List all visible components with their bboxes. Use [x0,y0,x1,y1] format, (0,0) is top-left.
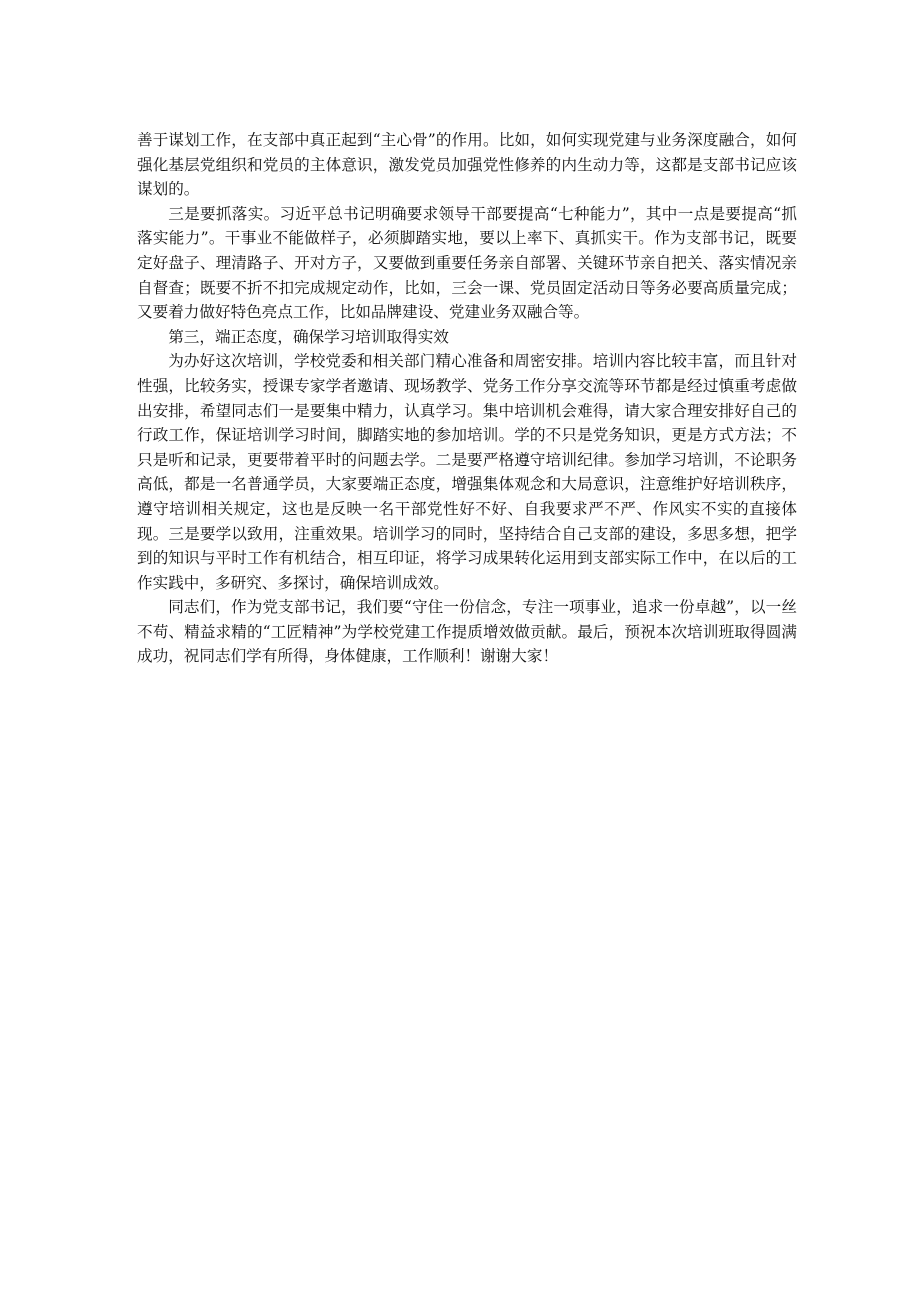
paragraph-closing: 同志们，作为党支部书记，我们要“守住一份信念，专注一项事业，追求一份卓越”，以一丝不苟、精益求精的“工匠精神”为学校党建工作提质增效做贡献。最后，预祝本次培训班取得圆满成功，祝同志们学有所得，身体健康，工作顺利！谢谢大家！ [137,598,797,666]
section-heading-third: 第三，端正态度，确保学习培训取得实效 [168,327,449,346]
paragraph-implementation: 三是要抓落实。习近平总书记明确要求领导干部要提高“七种能力”，其中一点是要提高“抓落实能力”。干事业不能做样子，必须脚踏实地，要以上率下、真抓实干。作为支部书记，既要定好盘子、理清路子、开对方子，又要做到重要任务亲自部署、关键环节亲自把关、落实情况亲自督查；既要不折不扣完成规定动作，比如，三会一课、党员固定活动日等务必要高质量完成；又要着力做好特色亮点工作，比如品牌建设、党建业务双融合等。 [137,204,797,322]
paragraph-training: 为办好这次培训，学校党委和相关部门精心准备和周密安排。培训内容比较丰富，而且针对性强，比较务实，授课专家学者邀请、现场教学、党务工作分享交流等环节都是经过慎重考虑做出安排，希望同志们一是要集中精力，认真学习。集中培训机会难得，请大家合理安排好自己的行政工作，保证培训学习时间，脚踏实地的参加培训。学的不只是党务知识，更是方式方法；不只是听和记录，更要带着平时的问题去学。二是要严格遵守培训纪律。参加学习培训，不论职务高低，都是一名普通学员，大家要端正态度，增强集体观念和大局意识，注意维护好培训秩序，遵守培训相关规定，这也是反映一名干部党性好不好、自我要求严不严、作风实不实的直接体现。三是要学以致用，注重效果。培训学习的同时，坚持结合自己支部的建设，多思多想，把学到的知识与平时工作有机结合，相互印证，将学习成果转化运用到支部实际工作中，在以后的工作实践中，多研究、多探讨，确保培训成效。 [137,352,797,592]
document-body [137,128,797,669]
paragraph-continuation: 善于谋划工作，在支部中真正起到“主心骨”的作用。比如，如何实现党建与业务深度融合，如何强化基层党组织和党员的主体意识，激发党员加强党性修养的内生动力等，这都是支部书记应该谋划的。 [137,131,797,199]
